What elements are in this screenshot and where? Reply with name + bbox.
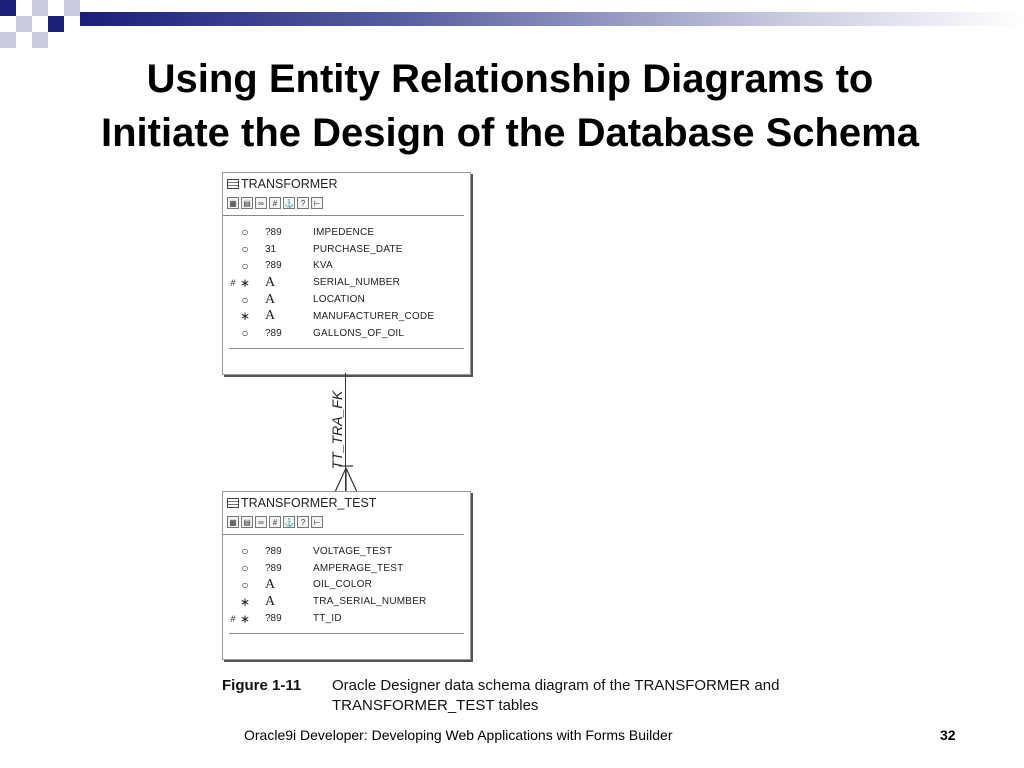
column-type: A	[265, 274, 276, 290]
figure-caption	[222, 676, 862, 716]
column-mark: ○	[241, 326, 249, 341]
column-row	[229, 325, 464, 342]
columns-icon: ▦	[227, 197, 239, 209]
entity-toolbar	[223, 514, 464, 535]
column-mark: ∗	[239, 275, 251, 290]
column-type: 31	[265, 243, 277, 255]
corner-square	[32, 32, 48, 48]
entity-header	[223, 492, 470, 514]
column-mark: ○	[241, 242, 249, 257]
check-icon: ?	[297, 516, 309, 528]
figure-caption-text: Oracle Designer data schema diagram of the TRANSFORMER and TRANSFORMER_TEST tables	[332, 677, 780, 714]
column-name: LOCATION	[313, 294, 365, 306]
column-mark: ∗	[239, 594, 251, 609]
column-type: A	[265, 593, 276, 609]
column-name: KVA	[313, 260, 333, 272]
entity-header	[223, 173, 470, 195]
column-name: GALLONS_OF_OIL	[313, 327, 405, 339]
column-type: ?89	[265, 545, 282, 557]
column-mark: ∗	[239, 611, 251, 626]
column-name: AMPERAGE_TEST	[313, 562, 404, 574]
fk-icon: ⊢	[311, 197, 323, 209]
keys-icon: ▤	[241, 197, 253, 209]
column-list	[229, 535, 464, 634]
column-name: OIL_COLOR	[313, 579, 373, 591]
column-type: ?89	[265, 562, 282, 574]
keys-icon: ▤	[241, 516, 253, 528]
entity-toolbar	[223, 195, 464, 216]
entity-transformer	[222, 172, 471, 375]
column-type: ?89	[265, 226, 282, 238]
title-line-1: Using Entity Relationship Diagrams to	[146, 57, 874, 101]
column-name: TT_ID	[313, 613, 342, 625]
trigger-icon: ⚓	[284, 199, 294, 208]
columns-icon: ▦	[227, 516, 239, 528]
column-mark: ○	[241, 561, 249, 576]
column-name: TRA_SERIAL_NUMBER	[313, 596, 427, 608]
entity-transformer-test	[222, 491, 471, 660]
column-row	[229, 577, 464, 594]
column-mark: ○	[241, 577, 249, 592]
constraint-icon: #	[269, 197, 281, 209]
column-name: MANUFACTURER_CODE	[313, 310, 435, 322]
column-type: A	[265, 308, 276, 324]
header-bar	[80, 12, 1024, 26]
crows-foot-icon	[333, 462, 359, 492]
column-name: IMPEDENCE	[313, 226, 375, 238]
title-line-2: Initiate the Design of the Database Schema	[101, 111, 919, 155]
column-row	[229, 593, 464, 610]
index-icon: ∞	[255, 197, 267, 209]
column-type: A	[265, 291, 276, 307]
corner-square	[0, 0, 16, 16]
column-row	[229, 224, 464, 241]
entity-name: TRANSFORMER_TEST	[241, 496, 377, 510]
column-row	[229, 258, 464, 275]
column-type: ?89	[265, 613, 282, 625]
column-name: SERIAL_NUMBER	[313, 277, 401, 289]
column-type: A	[265, 576, 276, 592]
column-mark: ○	[241, 258, 249, 273]
slide-title	[20, 52, 1000, 160]
table-icon	[227, 179, 239, 189]
footer-text: Oracle9i Developer: Developing Web Applications with Forms Builder	[244, 727, 673, 743]
table-icon	[227, 498, 239, 508]
column-mark: ∗	[239, 309, 251, 324]
column-mark: ○	[241, 544, 249, 559]
corner-square	[48, 16, 64, 32]
corner-square	[32, 0, 48, 16]
column-type: ?89	[265, 260, 282, 272]
column-row	[229, 308, 464, 325]
trigger-icon: ⚓	[284, 518, 294, 527]
column-key: #	[230, 613, 236, 624]
corner-square	[16, 16, 32, 32]
entity-name: TRANSFORMER	[241, 177, 338, 191]
column-row	[229, 610, 464, 627]
column-name: PURCHASE_DATE	[313, 243, 403, 255]
relationship-label: TT_TRA_FK	[329, 390, 345, 470]
column-mark: ○	[241, 292, 249, 307]
constraint-icon: #	[269, 516, 281, 528]
corner-square	[64, 0, 80, 16]
corner-square	[0, 32, 16, 48]
check-icon: ?	[297, 197, 309, 209]
column-name: VOLTAGE_TEST	[313, 545, 393, 557]
figure-number: Figure 1-11	[222, 677, 302, 694]
column-row	[229, 291, 464, 308]
column-key: #	[230, 277, 236, 288]
column-row	[229, 543, 464, 560]
column-list	[229, 216, 464, 349]
page-number: 32	[940, 727, 956, 743]
column-row	[229, 241, 464, 258]
column-mark: ○	[241, 225, 249, 240]
index-icon: ∞	[255, 516, 267, 528]
fk-icon: ⊢	[311, 516, 323, 528]
column-row	[229, 274, 464, 291]
column-type: ?89	[265, 327, 282, 339]
column-row	[229, 560, 464, 577]
